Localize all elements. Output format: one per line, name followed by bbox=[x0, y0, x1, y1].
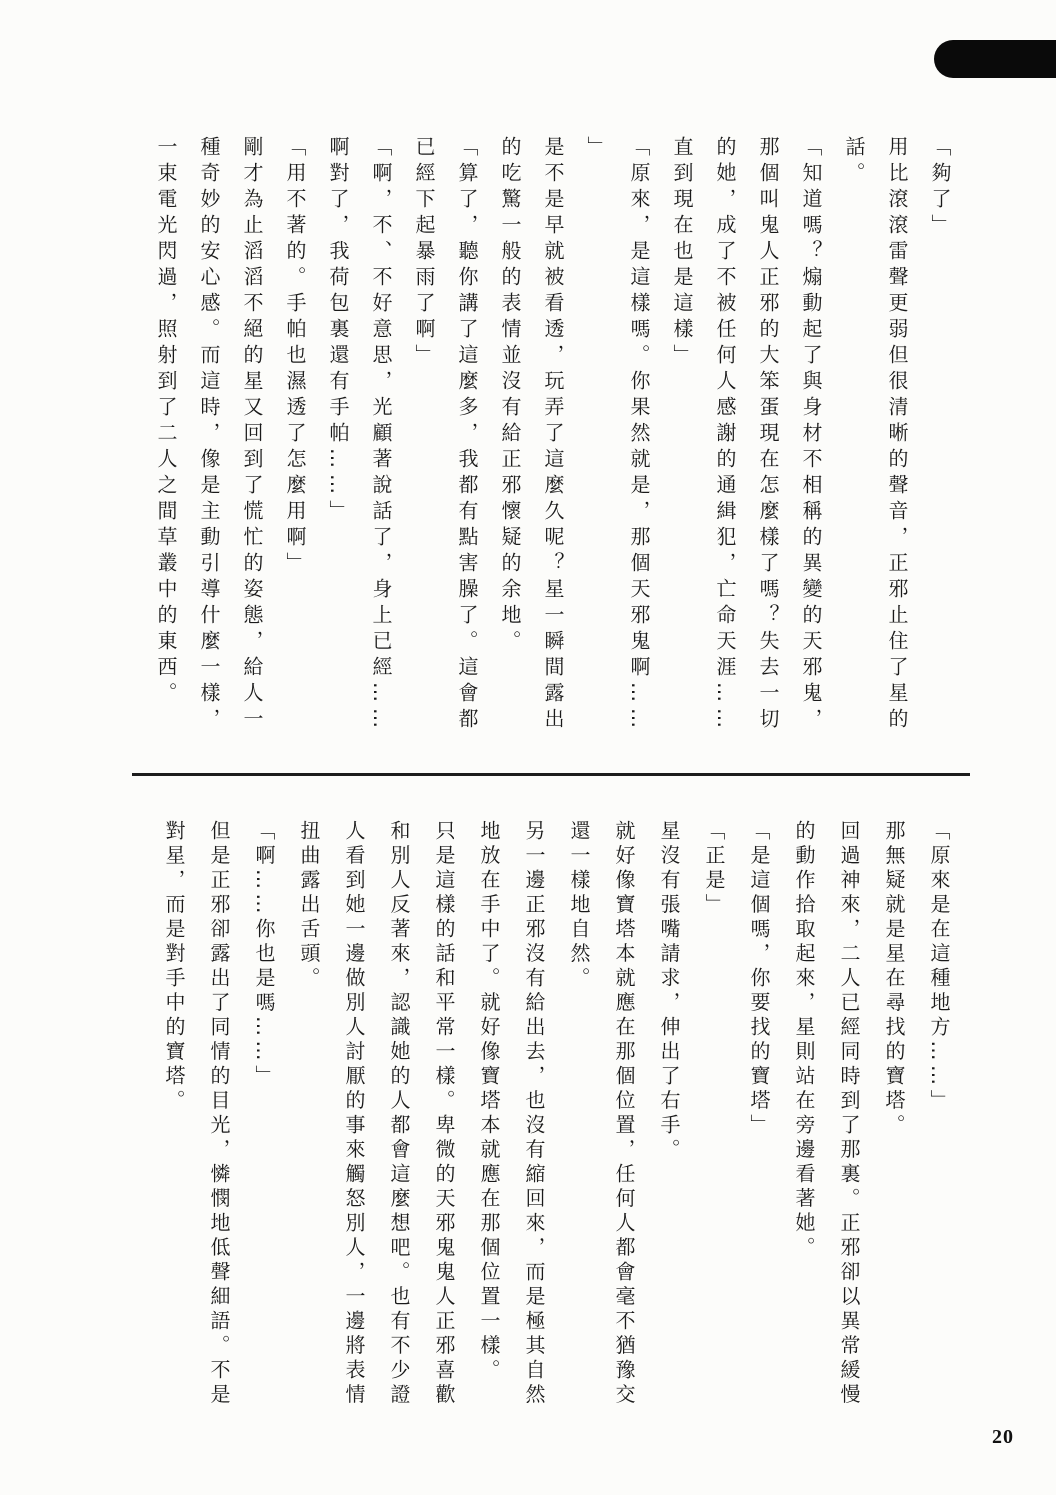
text-column: 「啊……你也是嗎……」 bbox=[252, 820, 276, 1090]
text-column: 剛才為止滔滔不絕的星又回到了慌忙的姿態，給人一 bbox=[240, 136, 264, 734]
text-block-top bbox=[144, 136, 961, 770]
text-column: 的她，成了不被任何人感謝的通緝犯，亡命天涯…… bbox=[713, 136, 737, 734]
text-column: 「知道嗎？煽動起了與身材不相稱的異變的天邪鬼， bbox=[799, 136, 823, 734]
text-column: 「原來，是這樣嗎。你果然就是，那個天邪鬼啊…… bbox=[627, 136, 651, 734]
page-number: 20 bbox=[992, 1426, 1014, 1448]
text-column: 對星，而是對手中的寶塔。 bbox=[162, 820, 186, 1114]
text-column: 那個叫鬼人正邪的大笨蛋現在怎麼樣了嗎？失去一切 bbox=[756, 136, 780, 734]
text-column: 「是這個嗎，你要找的寶塔」 bbox=[747, 820, 771, 1139]
text-column: 用比滾滾雷聲更弱但很清晰的聲音，正邪止住了星的 bbox=[885, 136, 909, 734]
text-column: 「正是」 bbox=[702, 820, 726, 918]
text-column: 另一邊正邪沒有給出去，也沒有縮回來，而是極其自然 bbox=[522, 820, 546, 1408]
text-column: 只是這樣的話和平常一樣。卑微的天邪鬼鬼人正邪喜歡 bbox=[432, 820, 456, 1408]
text-column: 「原來是在這種地方……」 bbox=[927, 820, 951, 1114]
text-column: 話。 bbox=[842, 136, 866, 188]
text-column: 還一樣地自然。 bbox=[567, 820, 591, 992]
text-column: 扭曲露出舌頭。 bbox=[297, 820, 321, 992]
text-column: 啊對了，我荷包裏還有手帕……」 bbox=[326, 136, 350, 526]
text-column: 的吃驚一般的表情並沒有給正邪懷疑的余地。 bbox=[498, 136, 522, 656]
text-column: 地放在手中了。就好像寶塔本就應在那個位置一樣。 bbox=[477, 820, 501, 1384]
corner-tab-decoration bbox=[934, 40, 1056, 78]
text-column: 「啊，不、不好意思，光顧著說話了，身上已經…… bbox=[369, 136, 393, 734]
text-column: 直到現在也是這樣」 bbox=[670, 136, 694, 370]
text-column: 那無疑就是星在尋找的寶塔。 bbox=[882, 820, 906, 1139]
text-column: 一束電光閃過，照射到了二人之間草叢中的東西。 bbox=[154, 136, 178, 708]
text-column: 回過神來，二人已經同時到了那裏。正邪卻以異常緩慢 bbox=[837, 820, 861, 1408]
text-column: 「用不著的。手帕也濕透了怎麼用啊」 bbox=[283, 136, 307, 578]
text-block-bottom bbox=[151, 820, 961, 1448]
text-column: 已經下起暴雨了啊」 bbox=[412, 136, 436, 370]
text-column: 的動作拾取起來，星則站在旁邊看著她。 bbox=[792, 820, 816, 1261]
text-column: 和別人反著來，認識她的人都會這麼想吧。也有不少證 bbox=[387, 820, 411, 1408]
text-column: 「算了，聽你講了這麼多，我都有點害臊了。這會都 bbox=[455, 136, 479, 734]
section-divider-rule bbox=[132, 773, 970, 776]
text-column: 是不是早就被看透，玩弄了這麼久呢？星一瞬間露出 bbox=[541, 136, 565, 734]
text-column: 星沒有張嘴請求，伸出了右手。 bbox=[657, 820, 681, 1163]
text-column: 但是正邪卻露出了同情的目光，憐憫地低聲細語。不是 bbox=[207, 820, 231, 1408]
text-column: 人看到她一邊做別人討厭的事來觸怒別人，一邊將表情 bbox=[342, 820, 366, 1408]
text-column: 就好像寶塔本就應在那個位置，任何人都會毫不猶豫交 bbox=[612, 820, 636, 1408]
text-column: 」 bbox=[584, 136, 608, 162]
text-column: 「夠了」 bbox=[928, 136, 952, 240]
text-column: 種奇妙的安心感。而這時，像是主動引導什麼一樣， bbox=[197, 136, 221, 734]
